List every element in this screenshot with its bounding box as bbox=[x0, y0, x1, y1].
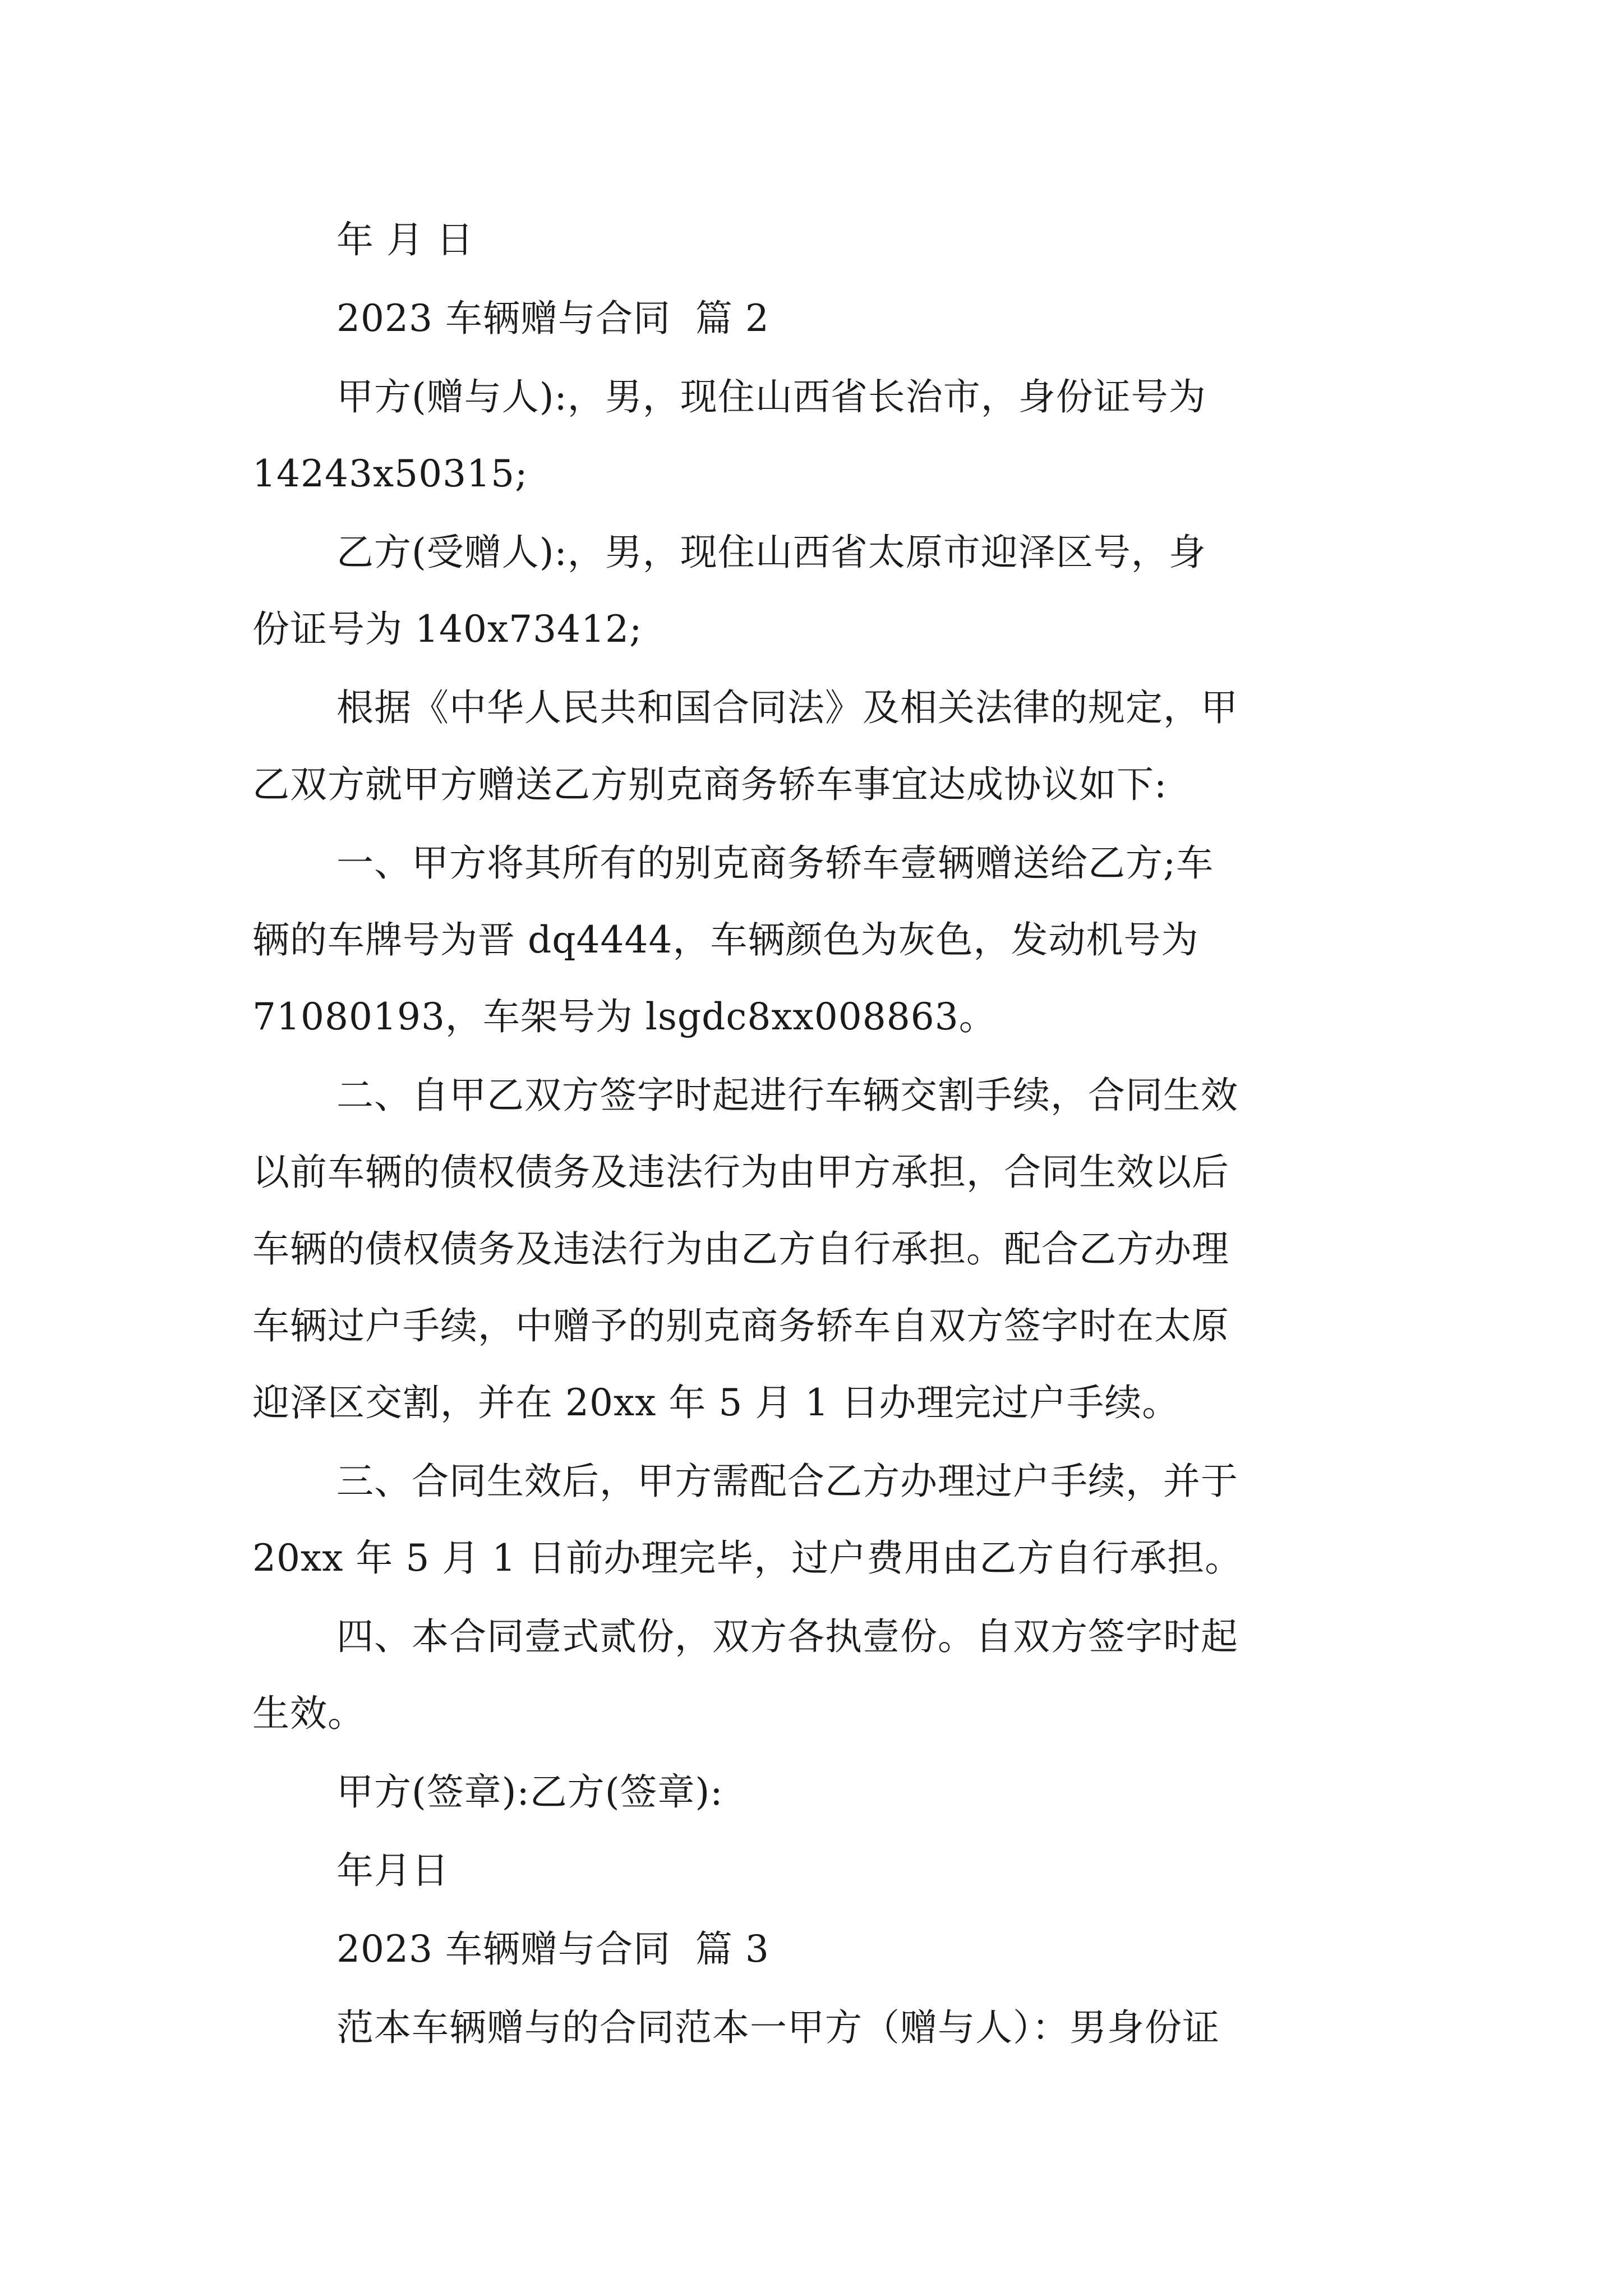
clause-1-line-1: 一、甲方将其所有的别克商务轿车壹辆赠送给乙方;车 bbox=[336, 841, 1214, 885]
clause-1-line-2: 辆的车牌号为晋 dq4444，车辆颜色为灰色，发动机号为 bbox=[252, 918, 1199, 961]
clause-1-line-3: 71080193，车架号为 lsgdc8xx008863。 bbox=[252, 995, 997, 1038]
party-b-line: 乙方(受赠人):，男，现住山西省太原市迎泽区号，身 bbox=[336, 531, 1206, 574]
clause-2-line-2: 以前车辆的债权债务及违法行为由甲方承担，合同生效以后 bbox=[252, 1151, 1229, 1194]
template-intro-line: 范本车辆赠与的合同范本一甲方（赠与人）：男身份证 bbox=[336, 2006, 1220, 2049]
section-heading-3: 2023 车辆赠与合同 篇 3 bbox=[336, 1927, 769, 1971]
clause-4-line-1: 四、本合同壹式贰份，双方各执壹份。自双方签字时起 bbox=[336, 1615, 1238, 1658]
clause-2-line-1: 二、自甲乙双方签字时起进行车辆交割手续，合同生效 bbox=[336, 1074, 1238, 1117]
party-a-line: 甲方(赠与人):，男，现住山西省长治市，身份证号为 bbox=[336, 375, 1206, 418]
party-a-id-line: 14243x50315; bbox=[252, 452, 528, 495]
signature-line: 甲方(签章):乙方(签章): bbox=[336, 1770, 723, 1814]
preamble-line-2: 乙双方就甲方赠送乙方别克商务轿车事宜达成协议如下: bbox=[252, 763, 1168, 806]
clause-3-line-1: 三、合同生效后，甲方需配合乙方办理过户手续，并于 bbox=[336, 1460, 1238, 1503]
party-b-id-line: 份证号为 140x73412; bbox=[252, 608, 643, 651]
clause-2-line-5: 迎泽区交割，并在 20xx 年 5 月 1 日办理完过户手续。 bbox=[252, 1381, 1180, 1424]
clause-2-line-4: 车辆过户手续，中赠予的别克商务轿车自双方签字时在太原 bbox=[252, 1304, 1229, 1347]
date-line: 年 月 日 bbox=[336, 218, 474, 261]
signature-date-line: 年月日 bbox=[336, 1849, 449, 1892]
clause-2-line-3: 车辆的债权债务及违法行为由乙方自行承担。配合乙方办理 bbox=[252, 1227, 1229, 1271]
section-heading-2: 2023 车辆赠与合同 篇 2 bbox=[336, 297, 769, 340]
clause-4-line-2: 生效。 bbox=[252, 1692, 365, 1735]
clause-3-line-2: 20xx 年 5 月 1 日前办理完毕，过户费用由乙方自行承担。 bbox=[252, 1536, 1243, 1580]
preamble-line-1: 根据《中华人民共和国合同法》及相关法律的规定，甲 bbox=[336, 686, 1238, 729]
